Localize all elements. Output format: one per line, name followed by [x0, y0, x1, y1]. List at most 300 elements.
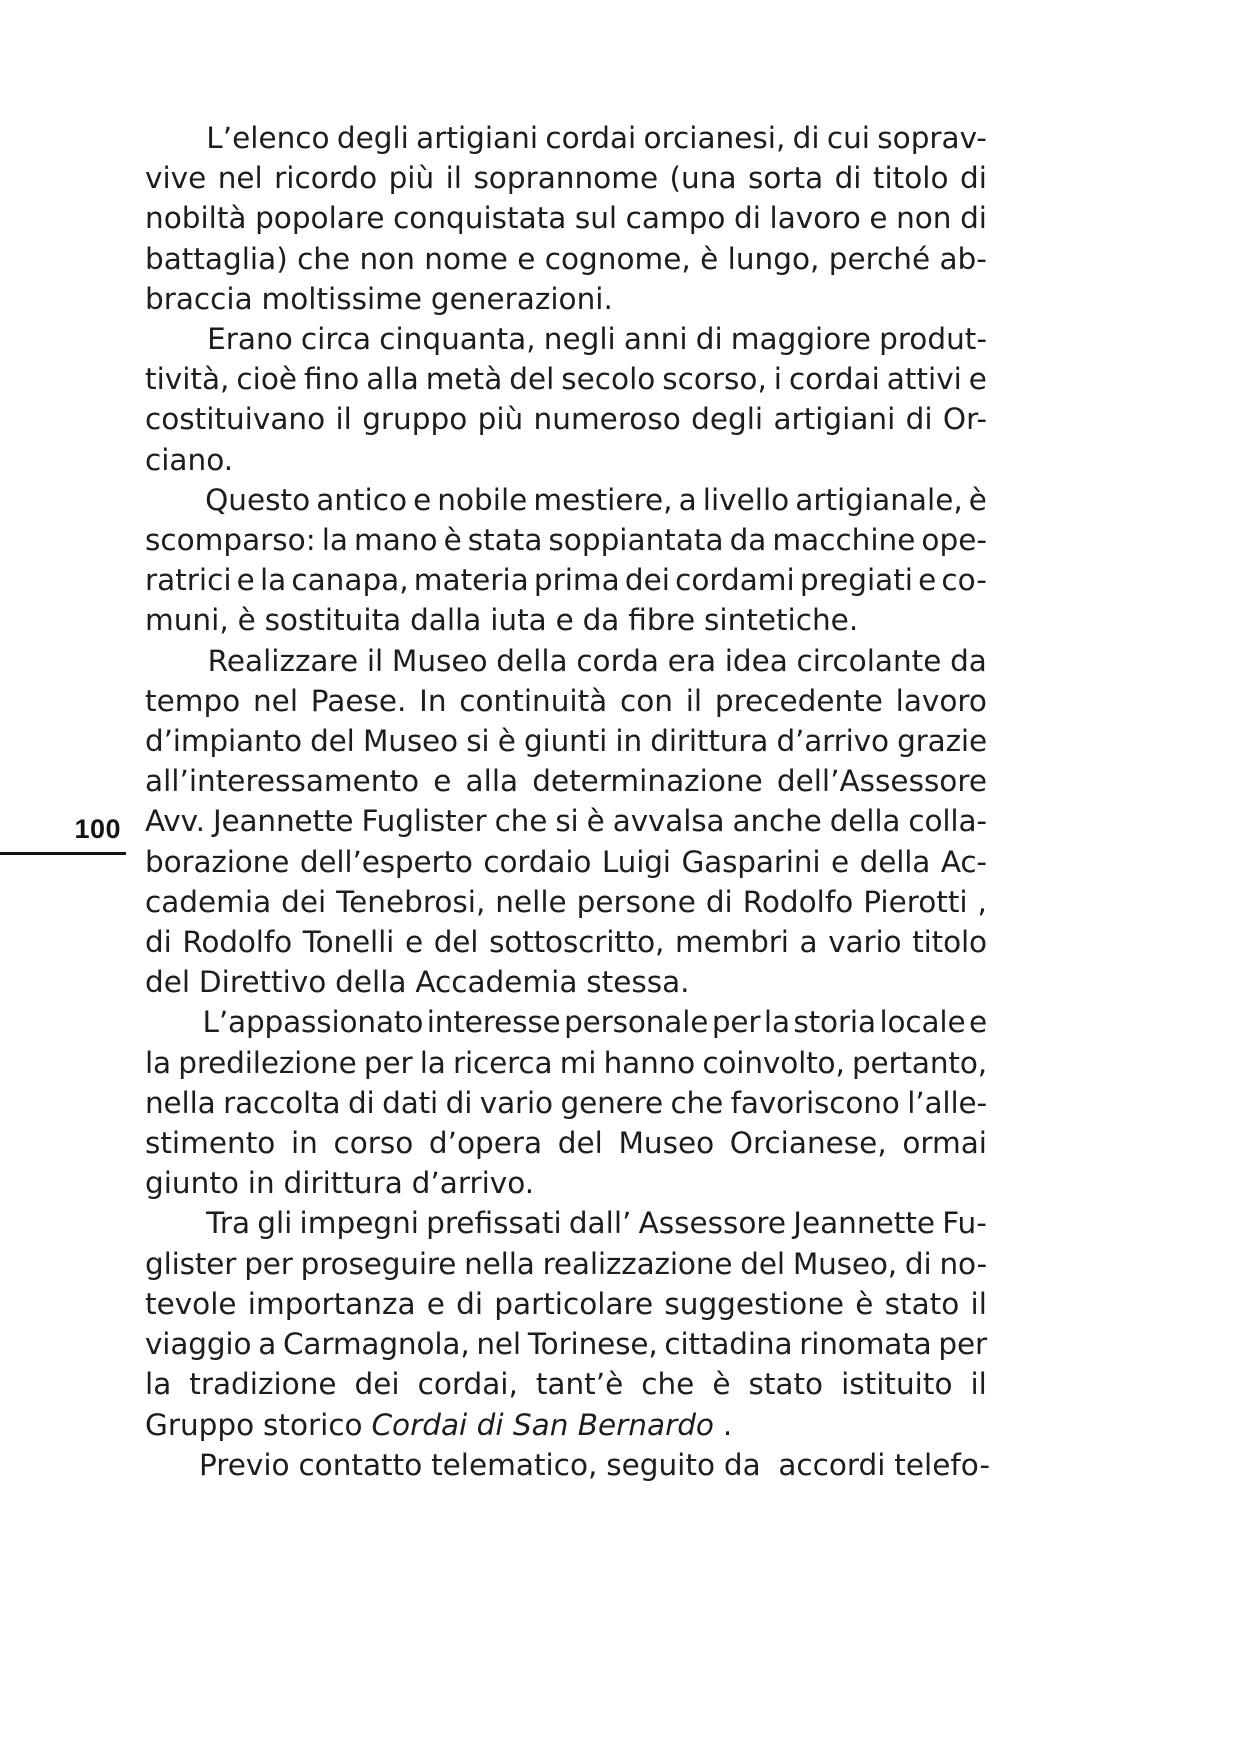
word: di: [456, 1286, 484, 1321]
word: realizzazione: [542, 1246, 733, 1281]
word: da: [582, 603, 620, 638]
word: numeroso: [533, 402, 681, 437]
word: artigiani: [773, 402, 896, 437]
word: a: [258, 1327, 277, 1362]
word: nella: [145, 1085, 216, 1120]
word: Torinese,: [527, 1327, 658, 1362]
text-line: [145, 681, 987, 721]
word: Museo: [362, 724, 458, 759]
word: che: [494, 804, 548, 839]
word: costituivano: [145, 402, 326, 437]
text-line: [145, 1002, 987, 1042]
word: circa: [300, 322, 372, 357]
word: vario: [479, 1085, 553, 1120]
word: vive: [145, 161, 207, 196]
word: la: [321, 523, 348, 558]
word: fibre: [628, 603, 696, 638]
word: di: [445, 1085, 473, 1120]
word: favoriscono: [730, 1085, 900, 1120]
word: in: [290, 1126, 318, 1161]
page-number: 100: [74, 814, 121, 844]
word: Tonelli: [302, 925, 395, 960]
word: si: [555, 804, 579, 839]
text-line: [145, 319, 987, 359]
word: è: [700, 241, 719, 276]
word: cui: [826, 121, 870, 155]
word: non: [359, 241, 415, 276]
word: di: [792, 121, 820, 155]
word: Assessore: [638, 1206, 787, 1241]
word: cioè: [236, 362, 298, 397]
word: mestiere,: [533, 482, 673, 517]
word: stato: [748, 1367, 824, 1402]
word: soprav-: [877, 121, 987, 155]
paragraph: [145, 118, 987, 319]
word: particolare: [494, 1286, 654, 1321]
word: macchine: [772, 523, 916, 558]
word: perché: [828, 241, 931, 276]
paragraph: [145, 641, 987, 1003]
word: è: [586, 804, 605, 839]
word: L’appassionato: [202, 1005, 424, 1040]
word: viaggio: [145, 1327, 252, 1362]
text-line: [145, 842, 987, 882]
word: in: [615, 724, 642, 759]
word: ciano.: [145, 442, 234, 477]
word: d’impianto: [145, 724, 302, 759]
word: e: [413, 482, 432, 517]
word: alla: [366, 362, 419, 397]
word: che: [641, 1367, 695, 1402]
word: la: [763, 1005, 790, 1040]
word: di: [695, 322, 723, 357]
word: sorta: [747, 161, 824, 196]
word: proseguire: [300, 1246, 457, 1281]
word: sintetiche.: [704, 603, 859, 638]
word: Gasparini: [681, 844, 821, 879]
word: co-: [941, 563, 987, 598]
word: il: [335, 402, 352, 437]
word: e: [968, 1005, 987, 1040]
word: del: [310, 724, 355, 759]
word: pregiati: [799, 563, 913, 598]
word: corso: [333, 1126, 414, 1161]
word: suggestione: [664, 1286, 845, 1321]
word: ormai: [902, 1126, 987, 1161]
word: a: [678, 482, 697, 517]
word: nome: [424, 241, 508, 276]
word: dall’: [568, 1206, 632, 1241]
paragraph: [145, 480, 987, 641]
paragraph: [145, 1002, 987, 1203]
word: nobile: [437, 482, 528, 517]
word: all’interessamento: [145, 764, 420, 799]
word: la: [419, 1045, 446, 1080]
word: prefissati: [426, 1206, 562, 1241]
word: maggiore: [730, 322, 871, 357]
text-line: [145, 1284, 987, 1324]
word: soppiantata: [548, 523, 724, 558]
word: e: [831, 844, 850, 879]
word: stato: [884, 1286, 960, 1321]
word: Accademia: [415, 965, 578, 1000]
word: e: [404, 925, 423, 960]
word: personale: [564, 1005, 709, 1040]
word: per: [363, 1045, 413, 1080]
word: soprannome: [473, 161, 659, 196]
word: la: [259, 563, 287, 598]
word: battaglia): [145, 241, 288, 276]
word: negli: [543, 322, 616, 357]
paragraph-indent: [145, 1002, 199, 1042]
word: il: [970, 1367, 987, 1402]
word: vario: [828, 925, 902, 960]
word: Avv.: [145, 804, 205, 839]
word: di: [905, 402, 933, 437]
word: anni: [623, 322, 688, 357]
word: hanno: [603, 1045, 696, 1080]
word: tevole: [145, 1286, 237, 1321]
word: e: [517, 241, 536, 276]
word: artigianale,: [795, 482, 963, 517]
word: iuta: [490, 603, 547, 638]
word: Previo: [199, 1447, 290, 1482]
text-line: [145, 399, 987, 439]
word: precedente: [714, 683, 883, 718]
word: è: [712, 1367, 731, 1402]
word: d’opera: [428, 1126, 543, 1161]
word: di: [834, 161, 862, 196]
text-line: [145, 1123, 987, 1163]
word: braccia: [145, 281, 253, 316]
paragraph: [145, 319, 987, 480]
word: predilezione: [178, 1045, 357, 1080]
word: e: [968, 362, 987, 397]
word: Ac-: [940, 844, 987, 879]
word: e: [918, 563, 937, 598]
word: L’elenco: [206, 121, 330, 155]
word: impegni: [299, 1206, 419, 1241]
word: moltissime: [261, 281, 423, 316]
word: Luigi: [601, 844, 671, 879]
word: Orcianese,: [729, 1126, 887, 1161]
word: generazioni.: [430, 281, 613, 316]
word: dati: [382, 1085, 439, 1120]
word: Paese.: [310, 683, 407, 718]
word: ricordo: [274, 161, 378, 196]
word: stata: [467, 523, 543, 558]
word: interesse: [426, 1005, 561, 1040]
word: e: [426, 1286, 445, 1321]
word: di: [904, 1246, 932, 1281]
word: non: [896, 201, 952, 236]
word: di: [959, 161, 987, 196]
word: importanza: [247, 1286, 416, 1321]
word: Jeannette: [212, 804, 354, 839]
word: cordami: [675, 563, 795, 598]
text-line: [145, 118, 987, 158]
word: Rodolfo: [182, 925, 292, 960]
text-line: [145, 359, 987, 399]
word: genere: [560, 1085, 663, 1120]
word: degli: [336, 121, 409, 155]
word: della: [496, 643, 568, 678]
word: produt-: [879, 322, 987, 357]
sentence-period: .: [722, 1407, 733, 1442]
text-line: [145, 279, 987, 319]
italic-title: Cordai di San Bernardo: [371, 1407, 714, 1442]
word: Museo,: [792, 1246, 898, 1281]
word: è: [497, 724, 516, 759]
text-line: [145, 1043, 987, 1083]
paragraph-indent: [145, 641, 199, 681]
text-line: [145, 801, 987, 841]
word: materia: [413, 563, 529, 598]
word: In: [419, 683, 447, 718]
word: accordi: [778, 1447, 886, 1482]
word: Questo: [205, 482, 311, 517]
word: telefo-: [894, 1447, 990, 1482]
word: è: [237, 603, 256, 638]
word: secolo: [561, 362, 656, 397]
word: e: [433, 764, 452, 799]
word: antico: [316, 482, 407, 517]
word: Erano: [207, 322, 293, 357]
word: canapa,: [291, 563, 409, 598]
text-line: [145, 962, 987, 1002]
word: ricerca: [453, 1045, 553, 1080]
word: nelle: [495, 884, 567, 919]
word: che: [297, 241, 351, 276]
word: conquistata: [393, 201, 567, 236]
word: rinomata: [799, 1327, 932, 1362]
word: nella: [464, 1246, 535, 1281]
text-line: [145, 761, 987, 801]
text-line: [145, 882, 987, 922]
text-line: [145, 1445, 990, 1485]
word: della: [859, 844, 931, 879]
word: del: [557, 1126, 603, 1161]
word: telematico,: [431, 1447, 598, 1482]
word: Rodolfo: [742, 884, 854, 919]
text-line: [145, 1324, 987, 1364]
word: locale: [879, 1005, 966, 1040]
word: cognome,: [544, 241, 691, 276]
word: Carmagnola,: [282, 1327, 470, 1362]
word: del: [145, 965, 191, 1000]
word: del: [433, 925, 479, 960]
word: ratrici: [145, 563, 232, 598]
word: borazione: [145, 844, 290, 879]
word: stessa.: [586, 965, 690, 1000]
paragraph: [145, 1203, 987, 1444]
word: a: [799, 925, 818, 960]
word: di: [705, 884, 733, 919]
word: cittadina: [664, 1327, 793, 1362]
word: attivi: [886, 362, 962, 397]
word: lavoro: [769, 201, 861, 236]
word: si: [466, 724, 490, 759]
word: cordai: [545, 121, 637, 155]
word: gruppo: [362, 402, 468, 437]
word: della: [335, 965, 407, 1000]
text-line: [145, 641, 987, 681]
word: alla: [465, 764, 519, 799]
word: di: [960, 201, 987, 236]
word: che: [670, 1085, 724, 1120]
word: tempo: [145, 683, 241, 718]
word: Museo: [391, 643, 488, 678]
word: Fuglister: [361, 804, 487, 839]
word: istituito: [841, 1367, 953, 1402]
text-line: [145, 922, 987, 962]
word: cordai,: [417, 1367, 518, 1402]
word: prima: [533, 563, 620, 598]
word: Tra: [206, 1206, 251, 1241]
word: è: [855, 1286, 874, 1321]
word: colla-: [908, 804, 987, 839]
word: tività,: [145, 362, 230, 397]
word: Tenebrosi,: [336, 884, 486, 919]
word: muni,: [145, 603, 229, 638]
word: per: [244, 1246, 293, 1281]
word: ,: [977, 884, 987, 919]
word: con: [620, 683, 673, 718]
word: mano: [353, 523, 438, 558]
word: livello: [702, 482, 790, 517]
word: mi: [559, 1045, 597, 1080]
paragraph-indent: [145, 1203, 199, 1243]
word: lungo,: [727, 241, 820, 276]
word: corda: [576, 643, 659, 678]
word: glister: [145, 1246, 237, 1281]
word: d’arrivo.: [411, 1166, 535, 1201]
word: Realizzare: [207, 643, 359, 678]
paragraph-indent: [145, 319, 199, 359]
word: è: [968, 482, 987, 517]
word: storico: [263, 1407, 363, 1442]
word: nel: [252, 683, 299, 718]
text-line: [145, 1405, 987, 1445]
word: dalla: [410, 603, 482, 638]
word: dell’Assessore: [776, 764, 987, 799]
word: grazie: [897, 724, 987, 759]
word: cordaio: [483, 844, 592, 879]
word: membri: [675, 925, 789, 960]
word: raccolta: [223, 1085, 341, 1120]
text-line: [145, 480, 987, 520]
word: dei: [281, 884, 327, 919]
word: titolo: [872, 161, 949, 196]
folio-rule: [0, 852, 126, 855]
body-text-column: [145, 118, 990, 1485]
word: e: [869, 201, 888, 236]
word: del: [740, 1246, 785, 1281]
word: dirittura: [650, 724, 769, 759]
text-line: [145, 440, 987, 480]
word: (una: [669, 161, 737, 196]
word: sul: [574, 201, 618, 236]
word: ope-: [921, 523, 987, 558]
word: sottoscritto,: [489, 925, 665, 960]
text-line: [145, 1244, 987, 1284]
word: tant’è: [535, 1367, 624, 1402]
word: per: [938, 1327, 987, 1362]
word: di: [347, 1085, 375, 1120]
word: storia: [793, 1005, 876, 1040]
word: degli: [691, 402, 764, 437]
word: l’alle-: [907, 1085, 987, 1120]
text-line: [145, 560, 987, 600]
paragraph-indent: [145, 118, 199, 158]
word: sostituita: [264, 603, 402, 638]
word: no-: [939, 1246, 987, 1281]
word: metà: [425, 362, 503, 397]
word: pertanto,: [851, 1045, 987, 1080]
word: più: [477, 402, 524, 437]
word: il: [685, 683, 703, 718]
word: contatto: [298, 1447, 423, 1482]
word: idea: [724, 643, 788, 678]
word: il: [970, 1286, 987, 1321]
text-line: [145, 1163, 987, 1203]
word: continuità: [459, 683, 608, 718]
word: cademia: [145, 884, 272, 919]
word: stimento: [145, 1126, 276, 1161]
word: da: [950, 643, 987, 678]
word: avvalsa: [612, 804, 725, 839]
word: Fu-: [942, 1206, 987, 1241]
word: Direttivo: [198, 965, 327, 1000]
word: tradizione: [189, 1367, 337, 1402]
word: circolante: [796, 643, 942, 678]
word: popolare: [255, 201, 385, 236]
word: scomparso:: [145, 523, 316, 558]
text-line: [145, 158, 987, 198]
word: Or-: [942, 402, 987, 437]
word: ab-: [939, 241, 987, 276]
text-line: [145, 198, 987, 238]
word: da: [723, 1447, 761, 1482]
word: di: [145, 925, 172, 960]
paragraph: [145, 1445, 990, 1485]
word: e: [236, 563, 255, 598]
word: anche: [732, 804, 822, 839]
word: seguito: [606, 1447, 715, 1482]
word: nel: [217, 161, 263, 196]
word: i: [773, 362, 782, 397]
word: nobiltà: [145, 201, 247, 236]
word: scorso,: [662, 362, 767, 397]
word: dell’esperto: [299, 844, 473, 879]
word: artigiani: [416, 121, 539, 155]
page-folio-block: [0, 812, 126, 855]
word: lavoro: [895, 683, 987, 718]
word: dei: [354, 1367, 400, 1402]
word: Pierotti: [863, 884, 968, 919]
word: il: [366, 643, 384, 678]
text-line: [145, 600, 987, 640]
text-line: [145, 520, 987, 560]
word: è: [443, 523, 462, 558]
word: di: [734, 201, 761, 236]
word: dirittura: [283, 1166, 403, 1201]
word: fino: [303, 362, 360, 397]
word: titolo: [912, 925, 987, 960]
paragraph-indent: [145, 480, 199, 520]
word: persone: [576, 884, 696, 919]
word: nel: [476, 1327, 521, 1362]
